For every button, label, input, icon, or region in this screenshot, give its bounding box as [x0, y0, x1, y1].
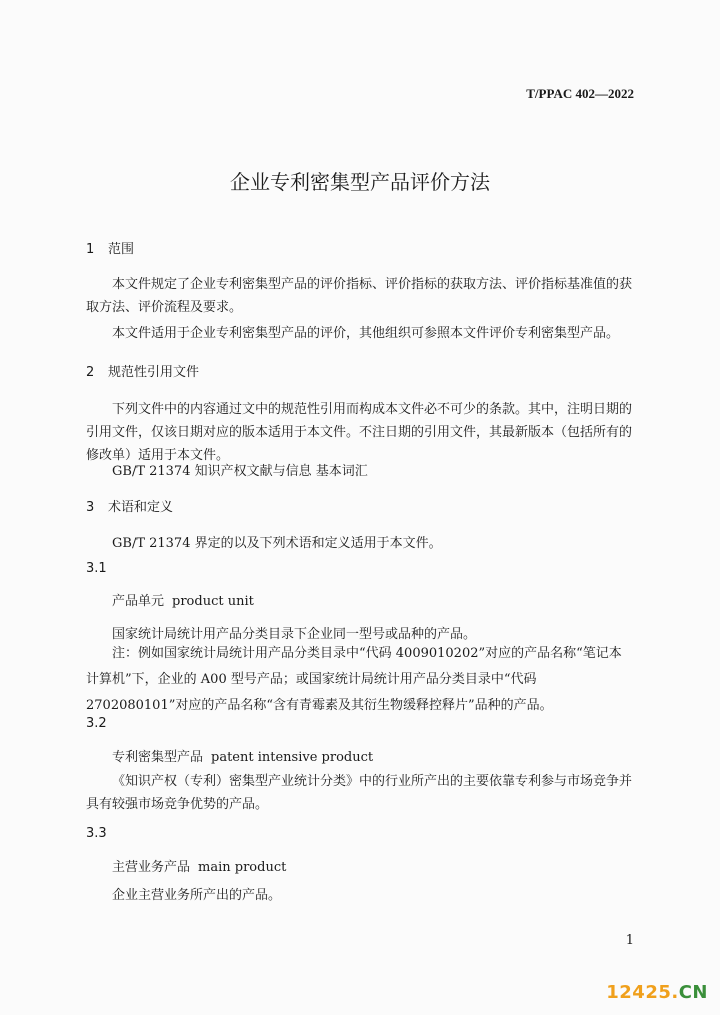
section-2-paragraph-1: 下列文件中的内容通过文中的规范性引用而构成本文件必不可少的条款。其中，注明日期的引用文件，仅该日期对应的版本适用于本文件。不注日期的引用文件，其最新版本（包括所有的修改单）适用于本文件。 — [86, 402, 633, 463]
section-title: 规范性引用文件 — [108, 365, 200, 380]
term-number: 3.2 — [86, 716, 107, 731]
section-title: 范围 — [108, 242, 135, 257]
term-definition: 《知识产权（专利）密集型产业统计分类》中的行业所产出的主要依靠专利参与市场竞争并具有较强市场竞争优势的产品。 — [86, 774, 633, 812]
section-number: 2 — [86, 365, 95, 380]
section-1-paragraph-1: 本文件规定了企业专利密集型产品的评价指标、评价指标的获取方法、评价指标基准值的获取方法、评价流程及要求。 — [86, 277, 633, 315]
watermark-digits: 12425 — [606, 982, 672, 1003]
section-number: 3 — [86, 500, 95, 515]
term-chinese: 主营业务产品 — [112, 860, 191, 875]
page-number: 1 — [625, 933, 634, 948]
watermark-logo — [606, 982, 708, 1003]
term-heading — [112, 746, 373, 765]
watermark-dot: . — [671, 982, 679, 1003]
section-3-intro: GB/T 21374 界定的以及下列术语和定义适用于本文件。 — [112, 536, 442, 551]
term-chinese: 专利密集型产品 — [112, 750, 204, 765]
term-heading — [112, 856, 286, 875]
normative-reference: GB/T 21374 知识产权文献与信息 基本词汇 — [112, 464, 368, 479]
watermark-cn: CN — [678, 982, 708, 1003]
term-number: 3.1 — [86, 561, 107, 576]
term-english: patent intensive product — [211, 750, 374, 765]
document-title: 企业专利密集型产品评价方法 — [230, 170, 490, 194]
section-2-heading — [86, 361, 199, 380]
section-1-paragraph-2: 本文件适用于企业专利密集型产品的评价，其他组织可参照本文件评价专利密集型产品。 — [112, 326, 620, 341]
term-number: 3.3 — [86, 826, 107, 841]
document-number: T/PPAC 402—2022 — [526, 86, 634, 101]
term-heading — [112, 590, 254, 609]
term-definition: 国家统计局统计用产品分类目录下企业同一型号或品种的产品。 — [112, 627, 477, 642]
term-english: product unit — [172, 594, 254, 609]
section-title: 术语和定义 — [108, 500, 174, 515]
term-english: main product — [198, 860, 287, 875]
term-note: 注：例如国家统计局统计用产品分类目录中“代码 4009010202”对应的产品名称“笔记本计算机”下，企业的 A00 型号产品；或国家统计局统计用产品分类目录中“代码 2702080101”对应的产品名称“含有青霉素及其衍生物缓释控释片”品种的产品。 — [86, 646, 622, 713]
term-definition: 企业主营业务所产出的产品。 — [112, 888, 282, 903]
section-3-heading — [86, 496, 173, 515]
section-number: 1 — [86, 242, 95, 257]
term-chinese: 产品单元 — [112, 594, 165, 609]
section-1-heading — [86, 238, 134, 257]
